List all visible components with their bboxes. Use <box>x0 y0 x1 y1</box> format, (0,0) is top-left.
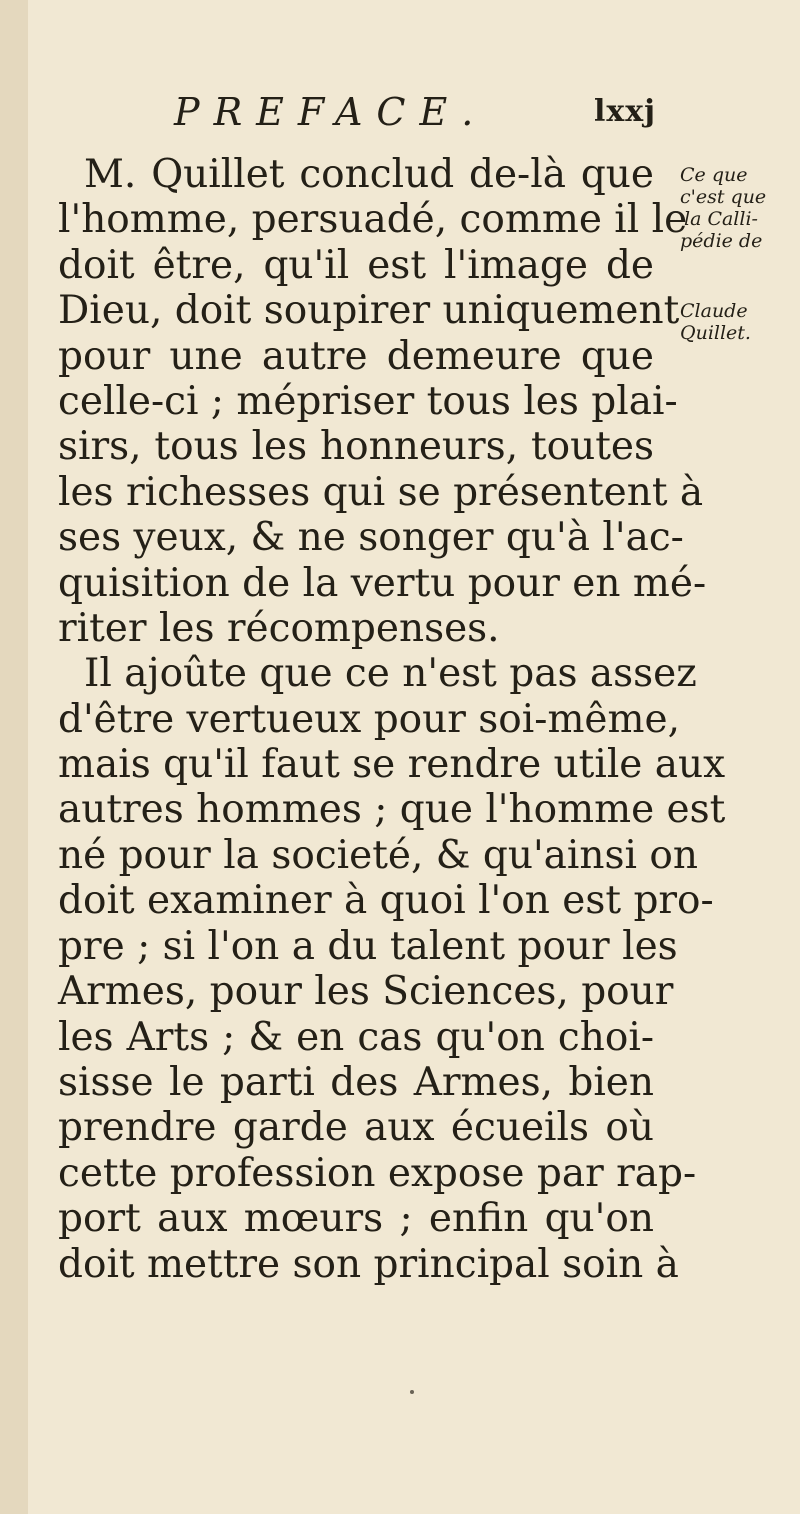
text-line: doit être, qu'il est l'image de <box>58 243 654 288</box>
text-line: quisition de la vertu pour en mé- <box>58 561 707 606</box>
margin-note-line: c'est que <box>680 186 767 208</box>
text-line: autres hommes ; que l'homme est <box>58 787 726 832</box>
text-line: Armes, pour les Sciences, pour <box>58 969 674 1014</box>
text-line: ses yeux, & ne songer qu'à l'ac- <box>58 515 684 560</box>
margin-note-line: Ce que <box>680 164 748 186</box>
text-line: doit mettre son principal soin à <box>58 1242 679 1287</box>
text-line: port aux mœurs ; enfin qu'on <box>58 1196 654 1241</box>
text-line: riter les récompenses. <box>58 606 500 651</box>
text-line: sirs, tous les honneurs, toutes <box>58 424 654 469</box>
page-number: lxxj <box>594 94 657 129</box>
text-line: pre ; si l'on a du talent pour les <box>58 924 678 969</box>
text-line: l'homme, persuadé, comme il le <box>58 197 688 242</box>
text-line: les richesses qui se présentent à <box>58 470 704 515</box>
text-line: doit examiner à quoi l'on est pro- <box>58 878 714 923</box>
text-line: prendre garde aux écueils où <box>58 1105 654 1150</box>
margin-note-line: Claude <box>680 300 748 322</box>
text-line: M. Quillet conclud de-là que <box>84 152 654 197</box>
text-line: sisse le parti des Armes, bien <box>58 1060 654 1105</box>
text-line: Dieu, doit soupirer uniquement <box>58 288 680 333</box>
ink-speck <box>410 1390 414 1394</box>
text-line: né pour la societé, & qu'ainsi on <box>58 833 698 878</box>
text-line: Il ajoûte que ce n'est pas assez <box>84 651 697 696</box>
text-line: pour une autre demeure que <box>58 334 654 379</box>
text-line: mais qu'il faut se rendre utile aux <box>58 742 726 787</box>
book-page <box>28 0 800 1514</box>
margin-note-line: Quillet. <box>680 322 751 344</box>
margin-note-line: pédie de <box>680 230 763 252</box>
text-line: d'être vertueux pour soi-même, <box>58 697 680 742</box>
text-line: les Arts ; & en cas qu'on choi- <box>58 1015 654 1060</box>
margin-note-line: la Calli- <box>684 208 758 230</box>
text-line: celle-ci ; mépriser tous les plai- <box>58 379 678 424</box>
text-line: cette profession expose par rap- <box>58 1151 697 1196</box>
running-title: PREFACE. <box>174 90 488 134</box>
